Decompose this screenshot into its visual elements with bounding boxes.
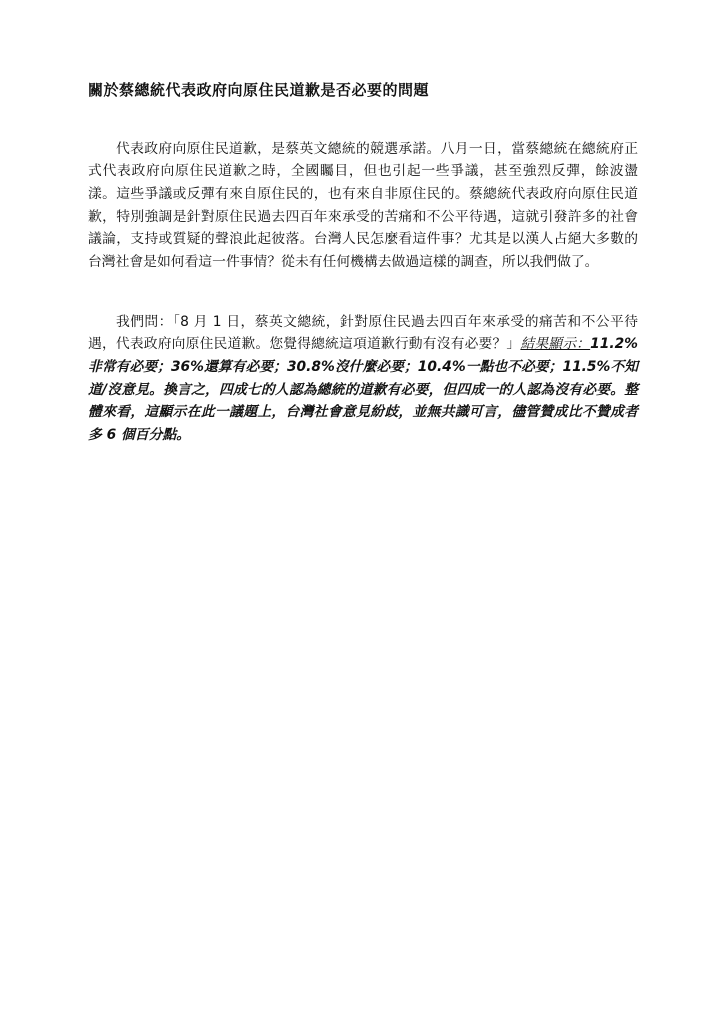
survey-question-text: 我們問：「8 月 1 日，蔡英文總統，針對原住民過去四百年來承受的痛苦和不公平待遇，代表政府向原住民道歉。您覺得總統這項道歉行動有沒有必要？」 [88, 313, 638, 353]
results-lead-text: 結果顯示： [520, 336, 591, 353]
intro-paragraph: 代表政府向原住民道歉，是蔡英文總統的競選承諾。八月一日，當蔡總統在總統府正式代表政府向原住民道歉之時，全國矚目，但也引起一些爭議，甚至強烈反彈，餘波盪漾。這些爭議或反彈有來自原住民的，也有來自非原住民的。蔡總統代表政府向原住民道歉，特別強調是針對原住民過去四百年來承受的苦痛和不公平待遇，這就引發許多的社會議論，支持或質疑的聲浪此起彼落。台灣人民怎麼看這件事？尤其是以漢人占絕大多數的台灣社會是如何看這一件事情？從未有任何機構去做過這樣的調查，所以我們做了。 [88, 140, 638, 270]
survey-results-text: 11.2%非常有必要；36%還算有必要；30.8%沒什麼必要；10.4%一點也不必要；11.5%不知道/沒意見。換言之，四成七的人認為總統的道歉有必要，但四成一的人認為沒有必要。整體來看，這顯示在此一議題上，台灣社會意見紛歧，並無共識可言，儘管贊成比不贊成者多 6 個百分點。 [88, 336, 639, 443]
survey-paragraph [88, 311, 638, 447]
document-title: 關於蔡總統代表政府向原住民道歉是否必要的問題 [88, 81, 430, 99]
